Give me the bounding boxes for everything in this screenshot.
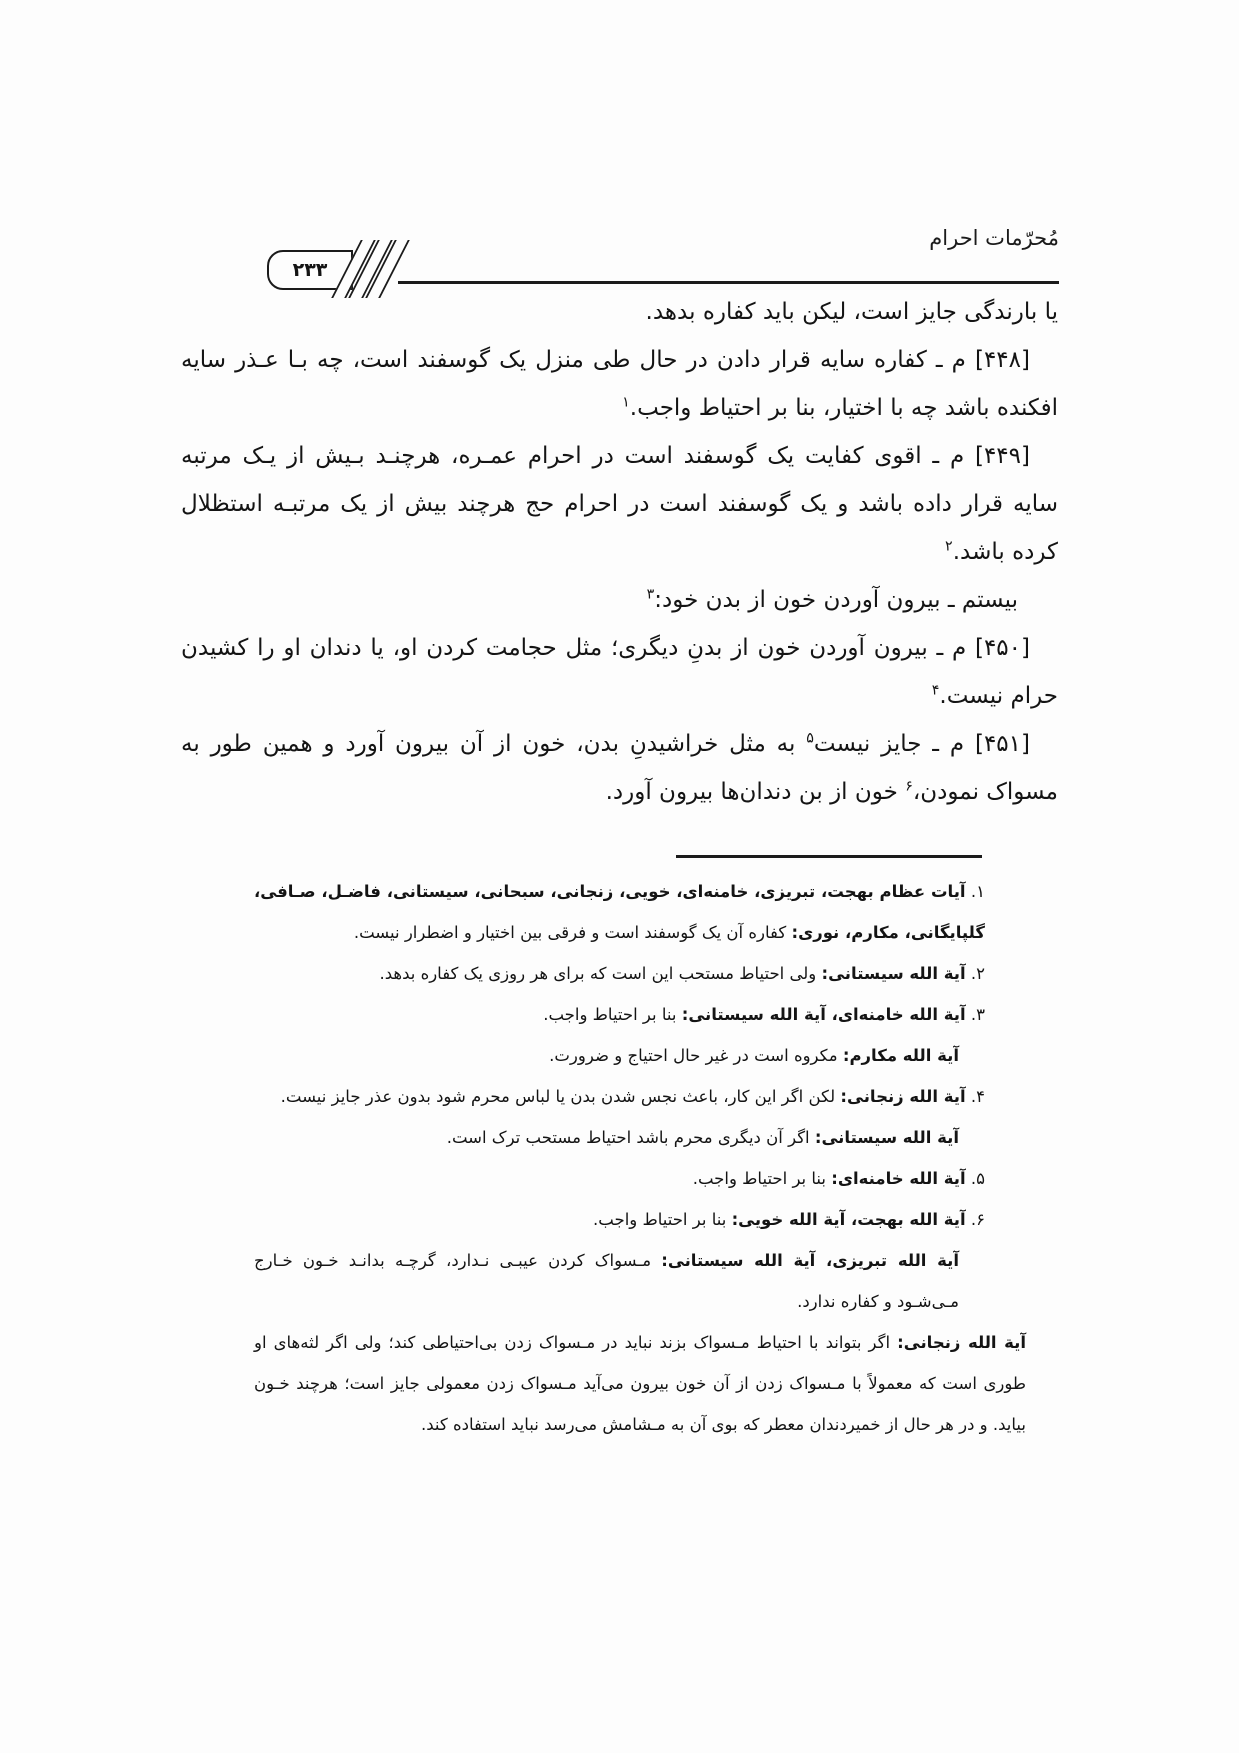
footnote-number: ۲. (965, 964, 985, 983)
scholar-name: آیة الله مکارم: (842, 1046, 959, 1065)
scholar-name: آیة الله سیستانی: (814, 1128, 959, 1147)
text-run: بنا بر احتیاط واجب. (593, 1210, 732, 1229)
scholar-name: آیة الله خامنه‌ای: (831, 1169, 966, 1188)
text-run: خون از بن دندان‌ها بیرون آورد. (605, 779, 906, 805)
text-run: ولی احتیاط مستحب این است که برای هر روزی یک کفاره بدهد. (379, 964, 822, 983)
scholar-name: آیات عظام بهجت، تبریزی، خامنه‌ای، خویی، زنجانی، سبحانی، سیستانی، فاضـل، صـافی، گلپایگانی، مکارم، نوری: (254, 882, 985, 942)
text-run: [۴۴۹] م ـ اقوی کفایت یک گوسفند است در احرام عمـره، هرچنـد بـیش از یـک مرتبه سایه قرار داده باشد و یک گوسفند است در احرام حج هرچند بیش از یک مرتبـه استظلال کرده باشد. (181, 443, 1058, 565)
text-run: مکروه است در غیر حال احتیاج و ضرورت. (549, 1046, 843, 1065)
scholar-name: آیة الله زنجانی: (840, 1087, 966, 1106)
footnote-entry (254, 871, 985, 953)
text-run: به مثل خراشیدنِ بدن، خون از آن بیرون آورد و همین طور به مسواک نمودن، (181, 731, 1058, 805)
text-run: [۴۴۸] م ـ کفاره سایه قرار دادن در حال طی منزل یک گوسفند است، چه بـا عـذر سایه افکنده باشد چه با اختیار، بنا بر احتیاط واجب. (181, 347, 1058, 421)
text-run: بیستم ـ بیرون آوردن خون از بدن خود: (654, 587, 1018, 613)
footnote-number: ۳. (965, 1005, 985, 1024)
text-run: [۴۵۱] م ـ جایز نیست (813, 731, 1030, 757)
header-slashes-decoration (344, 240, 418, 298)
footnote-number: ۵. (965, 1169, 985, 1188)
footnote-subentry (254, 1240, 985, 1322)
body-paragraph (181, 336, 1058, 432)
footnote-entry (254, 953, 985, 994)
footnote-subentry (254, 1322, 1054, 1445)
body-paragraph (181, 624, 1058, 720)
scholar-name: آیة الله تبریزی، آیة الله سیستانی: (661, 1251, 959, 1270)
footnote-ref: ۳ (646, 586, 655, 603)
text-run: لکن اگر این کار، باعث نجس شدن بدن یا لباس محرم شود بدون عذر جایز نیست. (280, 1087, 841, 1106)
page-number: ۲۳۳ (292, 259, 328, 281)
footnote-ref: ۲ (945, 538, 953, 555)
scholar-name: آیة الله سیستانی: (821, 964, 966, 983)
footnote-ref: ۱ (622, 394, 630, 411)
text-run: اگر بتواند با احتیاط مـسواک بزند نباید در مـسواک زدن بی‌احتیاطی کند؛ ولی اگر لثه‌های او طوری است که معمولاً با مـسواک زدن از آن خون بیرون می‌آید مـسواک زدن معمولی جایز است؛ هرچند خـون بیاید. و در هر حال از خمیردندان معطر که بوی آن به مـشامش می‌رسد نباید استفاده کند. (254, 1333, 1026, 1434)
footnotes (254, 871, 1026, 1445)
footnote-number: ۴. (965, 1087, 985, 1106)
text-run: اگر آن دیگری محرم باشد احتیاط مستحب ترک است. (446, 1128, 815, 1147)
scholar-name: آیة الله خامنه‌ای، آیة الله سیستانی: (681, 1005, 966, 1024)
page-title: مُحرّمات احرام (929, 226, 1059, 250)
text-run: بنا بر احتیاط واجب. (692, 1169, 832, 1188)
footnote-entry (254, 1199, 985, 1240)
scholar-name: آیة الله زنجانی: (897, 1333, 1026, 1352)
footnote-ref: ۵ (806, 730, 814, 747)
header-rule (398, 281, 1059, 284)
body-text (181, 288, 1058, 816)
footnote-separator (676, 855, 982, 858)
footnote-entry (254, 1158, 985, 1199)
footnote-number: ۱. (965, 882, 985, 901)
body-paragraph (181, 432, 1058, 576)
body-paragraph (181, 576, 1058, 624)
text-run: [۴۵۰] م ـ بیرون آوردن خون از بدنِ دیگری؛ مثل حجامت کردن او، یا دندان او را کشیدن حرام نیست. (181, 635, 1058, 709)
footnote-entry (254, 994, 985, 1035)
text-run: کفاره آن یک گوسفند است و فرقی بین اختیار و اضطرار نیست. (353, 923, 792, 942)
footnote-subentry (254, 1035, 985, 1076)
text-run: مـسواک کردن عیبـی نـدارد، گرچـه بدانـد خـون خـارج مـی‌شـود و کفاره ندارد. (254, 1251, 959, 1311)
text-run: بنا بر احتیاط واجب. (543, 1005, 682, 1024)
footnote-subentry (254, 1117, 985, 1158)
footnote-ref: ۴ (931, 682, 940, 699)
footnote-entry (254, 1076, 985, 1117)
body-paragraph (181, 288, 1058, 336)
body-paragraph (181, 720, 1058, 816)
scholar-name: آیة الله بهجت، آیة الله خویی: (731, 1210, 966, 1229)
footnote-ref: ۶ (905, 778, 913, 795)
footnote-number: ۶. (965, 1210, 985, 1229)
text-run: یا بارندگی جایز است، لیکن باید کفاره بدهد. (645, 299, 1058, 325)
